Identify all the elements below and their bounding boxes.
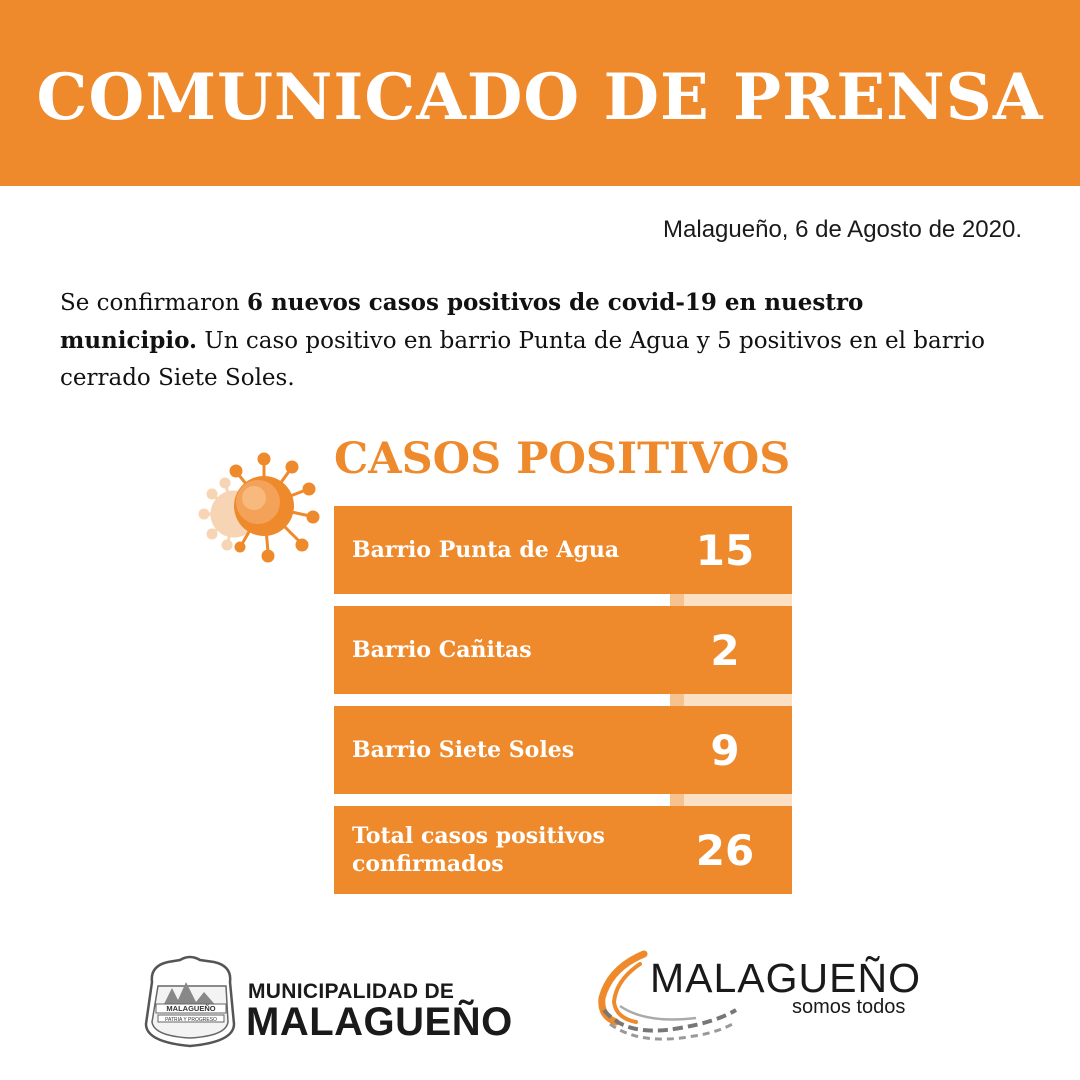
brand-name: MALAGUEÑO xyxy=(650,955,921,1001)
intro-text-start: Se confirmaron xyxy=(60,290,248,316)
seal-text-bottom: PATRIA Y PROGRESO xyxy=(165,1017,217,1023)
municipality-label-line2: MALAGUEÑO xyxy=(246,1000,513,1044)
header-banner xyxy=(0,0,1080,186)
page-title: COMUNICADO DE PRENSA xyxy=(36,59,1044,135)
row-divider xyxy=(334,794,792,806)
table-row xyxy=(334,506,792,594)
row-divider xyxy=(334,694,792,706)
intro-paragraph xyxy=(60,284,1000,397)
seal-text-top: MALAGUEÑO xyxy=(166,1004,216,1013)
intro-text-bold: 6 nuevos casos positivos de covid-19 en nuestro municipio. xyxy=(60,289,864,354)
virus-icon xyxy=(196,448,326,568)
table-row-total xyxy=(334,806,792,894)
row-value: 26 xyxy=(695,825,755,875)
municipality-label-line1: MUNICIPALIDAD DE xyxy=(248,980,455,1003)
table-row xyxy=(334,706,792,794)
press-date: Malagueño, 6 de Agosto de 2020. xyxy=(663,216,1022,243)
row-label: Total casos positivos confirmados xyxy=(352,823,605,877)
table-row xyxy=(334,606,792,694)
row-label: Barrio Punta de Agua xyxy=(352,537,620,563)
brand-tagline: somos todos xyxy=(792,996,906,1018)
cases-table xyxy=(334,506,792,906)
cases-title: CASOS POSITIVOS xyxy=(334,434,791,484)
row-label: Barrio Siete Soles xyxy=(352,737,575,763)
row-value: 9 xyxy=(710,725,740,775)
row-value: 15 xyxy=(695,525,755,575)
row-value: 2 xyxy=(710,625,740,675)
intro-text-end: Un caso positivo en barrio Punta de Agua y 5 positivos en el barrio cerrado Siete Soles. xyxy=(60,328,985,391)
row-divider xyxy=(334,594,792,606)
row-label: Barrio Cañitas xyxy=(352,637,532,663)
